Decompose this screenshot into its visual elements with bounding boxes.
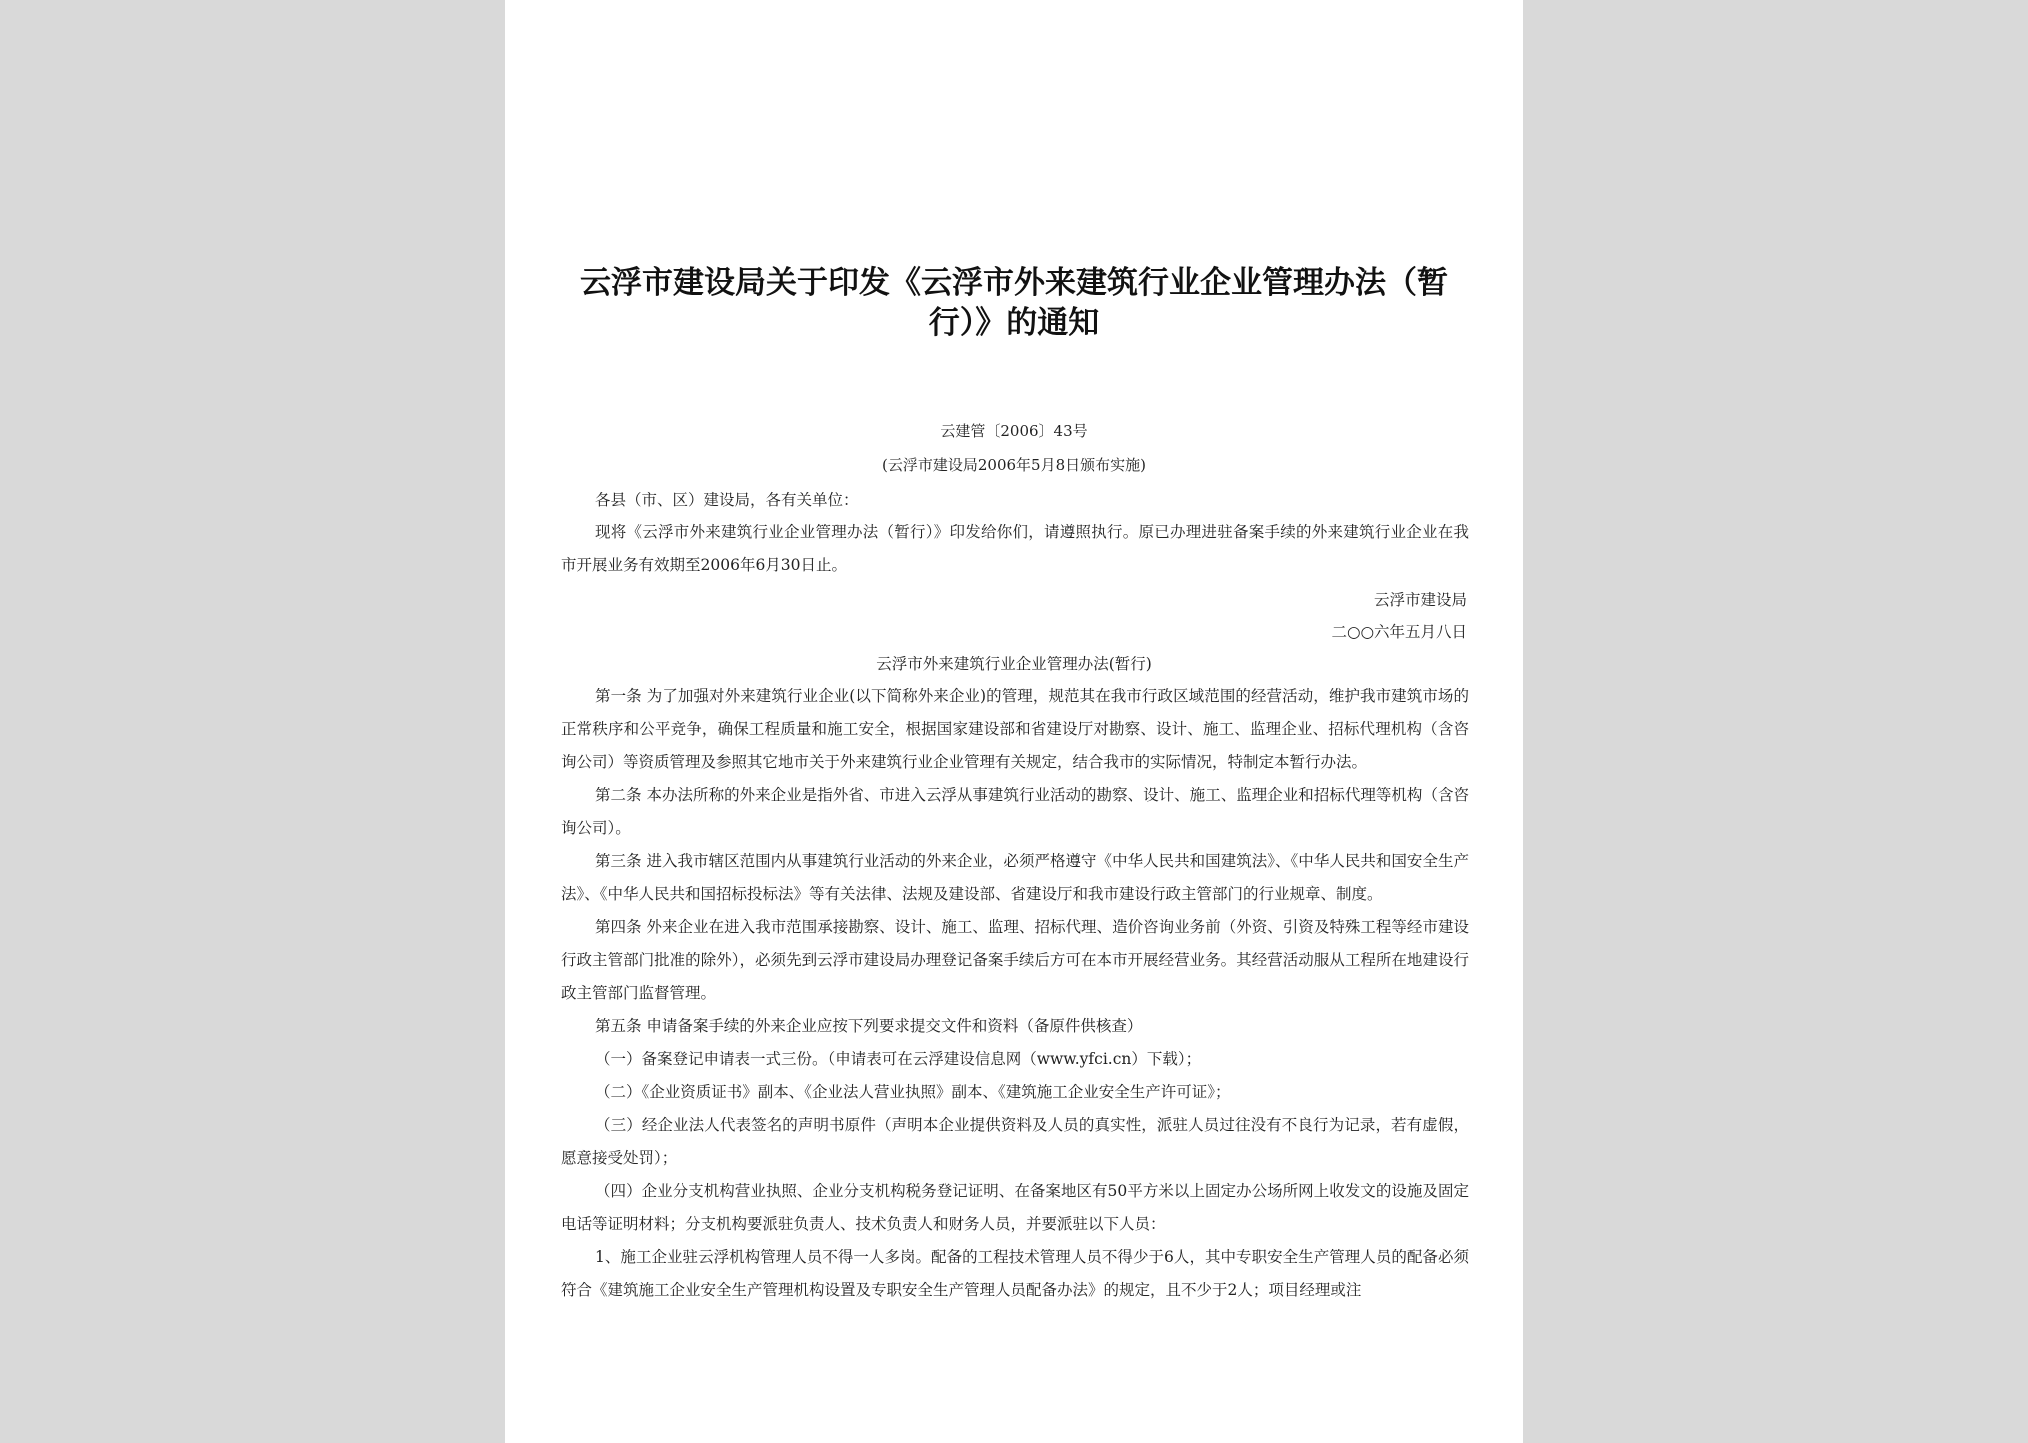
salutation-block bbox=[561, 484, 1469, 517]
list-item: （二）《企业资质证书》副本、《企业法人营业执照》副本、《建筑施工企业安全生产许可证》； bbox=[595, 1083, 1231, 1101]
intro-block bbox=[561, 516, 1469, 582]
article-paragraph: 第二条 本办法所称的外来企业是指外省、市进入云浮从事建筑行业活动的勘察、设计、施工、监理企业和招标代理等机构（含咨询公司）。 bbox=[561, 786, 1469, 837]
signature-date: 二○○六年五月八日 bbox=[1331, 623, 1467, 641]
article-paragraph: 第五条 申请备案手续的外来企业应按下列要求提交文件和资料（备原件供核查） bbox=[595, 1017, 1143, 1035]
articles-block bbox=[561, 680, 1469, 1307]
regulation-title: 云浮市外来建筑行业企业管理办法(暂行) bbox=[876, 655, 1152, 673]
salutation: 各县（市、区）建设局，各有关单位： bbox=[595, 491, 859, 509]
document-page bbox=[505, 0, 1523, 1443]
list-item: （一）备案登记申请表一式三份。（申请表可在云浮建设信息网（www.yfci.cn）下载）； bbox=[595, 1050, 1202, 1068]
issued-note: (云浮市建设局2006年5月8日颁布实施) bbox=[882, 456, 1146, 474]
article-paragraph: 第三条 进入我市辖区范围内从事建筑行业活动的外来企业，必须严格遵守《中华人民共和国建筑法》、《中华人民共和国安全生产法》、《中华人民共和国招标投标法》等有关法律、法规及建设部、省建设厅和我市建设行政主管部门的行业规章、制度。 bbox=[561, 852, 1469, 903]
article-paragraph: 第一条 为了加强对外来建筑行业企业(以下简称外来企业)的管理，规范其在我市行政区域范围的经营活动，维护我市建筑市场的正常秩序和公平竞争，确保工程质量和施工安全，根据国家建设部和省建设厅对勘察、设计、施工、监理企业、招标代理机构（含咨询公司）等资质管理及参照其它地市关于外来建筑行业企业管理有关规定，结合我市的实际情况，特制定本暂行办法。 bbox=[561, 687, 1469, 771]
list-item: 1、施工企业驻云浮机构管理人员不得一人多岗。配备的工程技术管理人员不得少于6人，其中专职安全生产管理人员的配备必须符合《建筑施工企业安全生产管理机构设置及专职安全生产管理人员配备办法》的规定，且不少于2人；项目经理或注 bbox=[561, 1248, 1469, 1299]
article-paragraph: 第四条 外来企业在进入我市范围承接勘察、设计、施工、监理、招标代理、造价咨询业务前（外资、引资及特殊工程等经市建设行政主管部门批准的除外），必须先到云浮市建设局办理登记备案手续后方可在本市开展经营业务。其经营活动服从工程所在地建设行政主管部门监督管理。 bbox=[561, 918, 1469, 1002]
document-number: 云建管〔2006〕43号 bbox=[940, 422, 1088, 440]
intro-paragraph: 现将《云浮市外来建筑行业企业管理办法（暂行）》印发给你们，请遵照执行。原已办理进驻备案手续的外来建筑行业企业在我市开展业务有效期至2006年6月30日止。 bbox=[561, 523, 1469, 574]
document-title: 云浮市建设局关于印发《云浮市外来建筑行业企业管理办法（暂行）》的通知 bbox=[580, 265, 1448, 341]
list-item: （三）经企业法人代表签名的声明书原件（声明本企业提供资料及人员的真实性，派驻人员过往没有不良行为记录，若有虚假，愿意接受处罚）； bbox=[561, 1116, 1469, 1167]
signature-org: 云浮市建设局 bbox=[1373, 591, 1467, 609]
list-item: （四）企业分支机构营业执照、企业分支机构税务登记证明、在备案地区有50平方米以上固定办公场所网上收发文的设施及固定电话等证明材料；分支机构要派驻负责人、技术负责人和财务人员，并要派驻以下人员： bbox=[561, 1182, 1469, 1233]
